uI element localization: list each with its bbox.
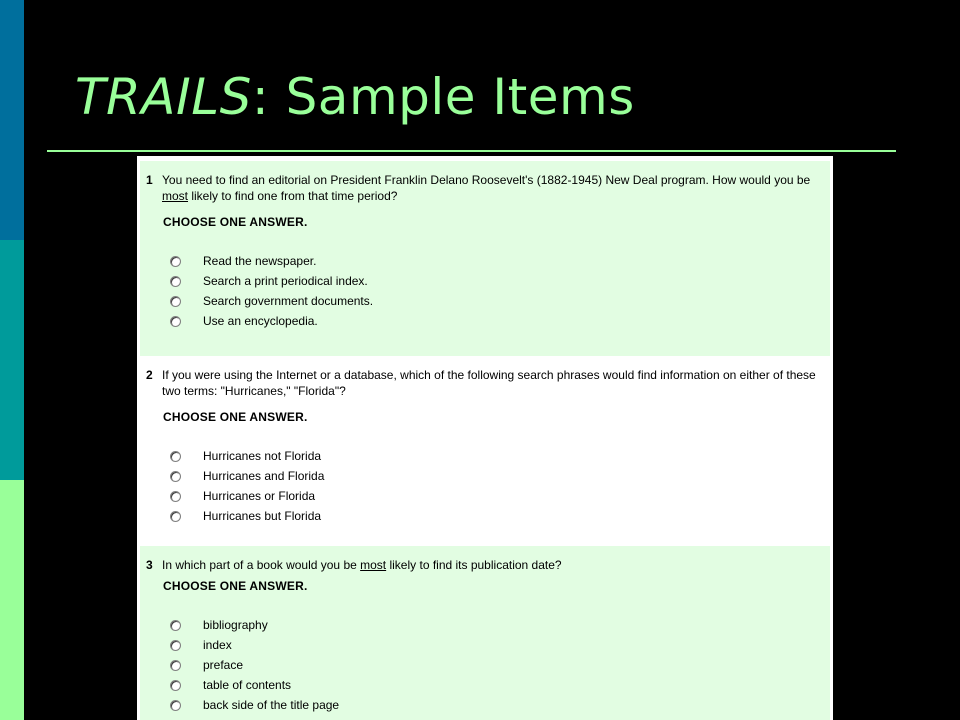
answer-options	[170, 615, 339, 715]
choose-one-label: CHOOSE ONE ANSWER.	[163, 215, 308, 229]
answer-label: index	[203, 638, 232, 652]
answer-option[interactable]	[170, 506, 324, 526]
title-divider	[47, 150, 896, 152]
answer-option[interactable]	[170, 251, 373, 271]
answer-label: Use an encyclopedia.	[203, 314, 318, 328]
answer-option[interactable]	[170, 446, 324, 466]
answer-label: Hurricanes but Florida	[203, 509, 322, 523]
answer-label: Read the newspaper.	[203, 254, 317, 268]
answer-option[interactable]	[170, 655, 339, 675]
radio-button[interactable]	[170, 700, 181, 711]
choose-one-label: CHOOSE ONE ANSWER.	[163, 410, 308, 424]
answer-options	[170, 446, 324, 526]
question-number: 1	[146, 173, 153, 187]
answer-label: bibliography	[203, 618, 268, 632]
decor-bar-green	[0, 480, 24, 720]
answer-option[interactable]	[170, 291, 373, 311]
radio-button[interactable]	[170, 471, 181, 482]
question-text-part: You need to find an editorial on President Franklin Delano Roosevelt's (1882-1945) New Deal program. How would you be	[162, 173, 811, 187]
answer-label: preface	[203, 658, 244, 672]
radio-button[interactable]	[170, 511, 181, 522]
answer-label: Search government documents.	[203, 294, 374, 308]
decor-bar-teal	[0, 240, 24, 480]
answer-option[interactable]	[170, 271, 373, 291]
question-text-emphasis: most	[162, 189, 189, 203]
question-number: 3	[146, 558, 153, 572]
radio-button[interactable]	[170, 640, 181, 651]
question-number: 2	[146, 368, 153, 382]
radio-button[interactable]	[170, 491, 181, 502]
answer-label: table of contents	[203, 678, 292, 692]
radio-button[interactable]	[170, 316, 181, 327]
question-text: If you were using the Internet or a database, which of the following search phrases would find information on either of these two terms: "Hurricanes," "Florida"?	[162, 368, 816, 398]
answer-options	[170, 251, 373, 331]
question-text-part: likely to find one from that time period?	[188, 189, 398, 203]
question-2-prompt	[146, 367, 822, 399]
answer-option[interactable]	[170, 695, 339, 715]
answer-label: Hurricanes or Florida	[203, 489, 316, 503]
question-1-prompt	[146, 172, 822, 204]
slide-title-rest: : Sample Items	[251, 68, 635, 126]
question-2	[140, 356, 830, 546]
answer-option[interactable]	[170, 311, 373, 331]
decor-bar-blue	[0, 0, 24, 240]
question-text-part: In which part of a book would you be	[162, 558, 361, 572]
answer-label: Search a print periodical index.	[203, 274, 368, 288]
answer-option[interactable]	[170, 486, 324, 506]
answer-label: Hurricanes not Florida	[203, 449, 322, 463]
quiz-screenshot	[137, 156, 833, 720]
answer-option[interactable]	[170, 635, 339, 655]
choose-one-label: CHOOSE ONE ANSWER.	[163, 579, 308, 593]
radio-button[interactable]	[170, 620, 181, 631]
answer-option[interactable]	[170, 675, 339, 695]
question-text-emphasis: most	[360, 558, 387, 572]
question-3	[140, 546, 830, 720]
radio-button[interactable]	[170, 680, 181, 691]
radio-button[interactable]	[170, 660, 181, 671]
answer-option[interactable]	[170, 615, 339, 635]
radio-button[interactable]	[170, 276, 181, 287]
slide-title	[75, 68, 635, 126]
answer-label: back side of the title page	[203, 698, 340, 712]
answer-label: Hurricanes and Florida	[203, 469, 325, 483]
slide-title-emphasis: TRAILS	[75, 68, 252, 126]
question-text	[162, 172, 822, 204]
radio-button[interactable]	[170, 296, 181, 307]
radio-button[interactable]	[170, 451, 181, 462]
answer-option[interactable]	[170, 466, 324, 486]
question-text	[162, 557, 822, 573]
radio-button[interactable]	[170, 256, 181, 267]
question-text-part: likely to find its publication date?	[386, 558, 562, 572]
question-1	[140, 161, 830, 356]
question-3-prompt	[146, 557, 822, 573]
